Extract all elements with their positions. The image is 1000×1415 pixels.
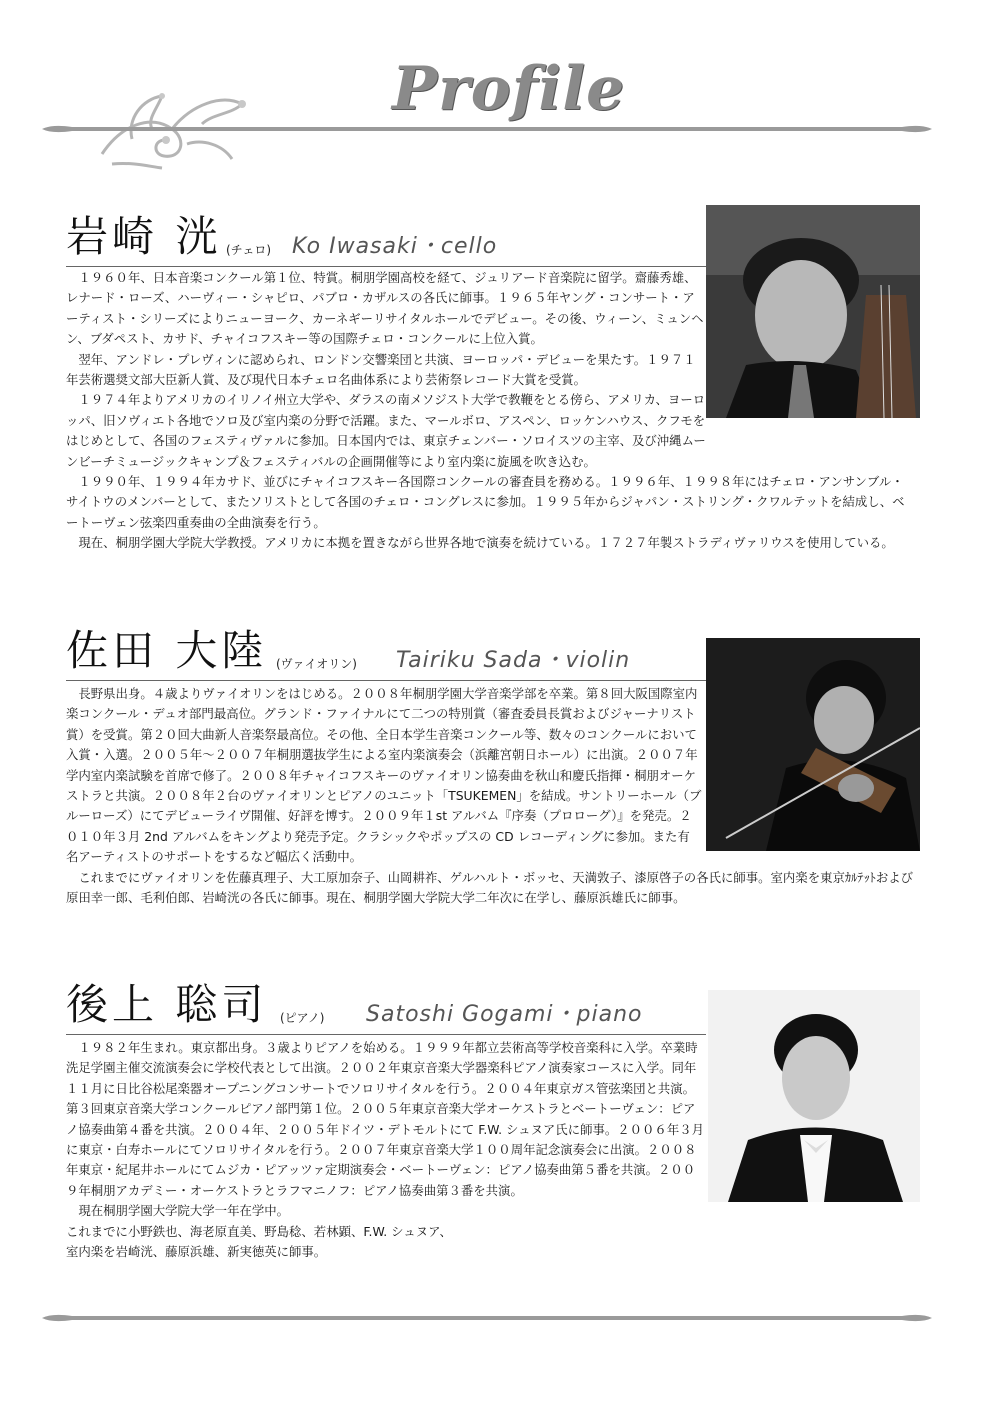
photo-tairiku-sada <box>706 638 920 851</box>
name-japanese: 岩崎 洸 <box>66 212 222 261</box>
bio-iwasaki <box>66 268 905 554</box>
name-english: Ko Iwasaki・cello <box>292 234 498 259</box>
header-divider <box>42 124 932 134</box>
photo-ko-iwasaki <box>706 205 920 418</box>
photo-satoshi-gogami <box>708 990 920 1202</box>
name-japanese: 後上 聡司 <box>66 980 268 1029</box>
portrait-violinist-icon <box>706 638 920 851</box>
bio-paragraph: 長野県出身。４歳よりヴァイオリンをはじめる。２００８年桐朋学園大学音楽学部を卒業。第８回大阪国際室内楽コンクール・デュオ部門最高位。グランド・ファイナルにて二つの特別賞（審査委員長賞およびジャーナリスト賞）を受賞。第２０回大曲新人音楽祭最高位。その他、全日本学生音楽コンクール等、数々のコンクールにおいて入賞・入選。２００５年～２００７年桐朋選抜学生による室内楽演奏会（浜離宮朝日ホール）に出演。２００７年学内室内楽試験を首席で修了。２００８年チャイコフスキーのヴァイオリン協奏曲を秋山和慶氏指揮・桐朋オーケストラと共演。２００８年２台のヴァイオリンとピアノのユニット「TSUKEMEN」を結成。サントリーホール（ブルーローズ）にてデビューライヴ開催、好評を博す。２００９年１st アルバム『序奏（プロローグ）』を発売。２０１０年３月 2nd アルバムをキングより発売予定。クラシックやポップスの CD レコーディングに参加。また有名アーティストのサポートをするなど幅広く活動中。 <box>66 686 702 865</box>
bio-paragraph: １９９０年、１９９４年カサド、並びにチャイコフスキー各国際コンクールの審査員を務める。１９９６年、１９９８年にはチェロ・アンサンブル・サイトウのメンバーとして、またソリストとして各国のチェロ・コングレスに参加。１９９５年からジャパン・ストリング・クワルテットを結成し、ベートーヴェン弦楽四重奏曲の全曲演奏を行う。 <box>66 474 905 530</box>
bio-paragraph: 現在桐朋学園大学院大学一年在学中。 <box>78 1203 290 1219</box>
name-heading <box>66 212 706 267</box>
portrait-cellist-icon <box>706 205 920 418</box>
name-japanese: 佐田 大陸 <box>66 626 268 675</box>
bio-paragraph: これまでに小野鉄也、海老原直美、野島稔、若林顕、F.W. シュヌア、 <box>66 1223 452 1239</box>
bio-paragraph: これまでにヴァイオリンを佐藤真理子、大工原加奈子、山岡耕祚、ゲルハルト・ボッセ、天満敦子、漆原啓子の各氏に師事。室内楽を東京ｶﾙﾃｯﾄおよび原田幸一郎、毛利伯郎、岩崎洸の各氏に師事。現在、桐朋学園大学院大学二年次に在学し、藤原浜雄氏に師事。 <box>66 869 914 906</box>
bio-paragraph: １９６０年、日本音楽コンクール第１位、特賞。桐朋学園高校を経て、ジュリアード音楽院に留学。齋藤秀雄、レナード・ローズ、ハーヴィー・シャピロ、パブロ・カザルスの各氏に師事。１９６５年ヤング・コンサート・アーティスト・シリーズによりニューヨーク、カーネギーリサイタルホールでデビュー。その後、ウィーン、ミュンヘン、ブダペスト、カサド、チャイコフスキー等の国際チェロ・コンクールに上位入賞。 <box>66 270 704 347</box>
footer-divider <box>42 1313 932 1323</box>
portrait-pianist-icon <box>708 990 920 1202</box>
bio-paragraph: １９８２年生まれ。東京都出身。３歳よりピアノを始める。１９９９年都立芸術高等学校音楽科に入学。卒業時洗足学園主催交流演奏会に学校代表として出演。２００２年東京音楽大学器楽科ピアノ演奏家コースに入学。同年１１月に日比谷松尾楽器オープニングコンサートでソロリサイタルを行う。２００４年東京ガス管弦楽団と共演。第３回東京音楽大学コンクールピアノ部門第１位。２００５年東京音楽大学オーケストラとベートーヴェン：ピアノ協奏曲第４番を共演。２００４年、２００５年ドイツ・デトモルトにて F.W. シュヌア氏に師事。２００６年３月に東京・白寿ホールにてソロリサイタルを行う。２００７年東京音楽大学１００周年記念演奏会に出演。２００８年東京・紀尾井ホールにてムジカ・ピアッツァ定期演奏会・ベートーヴェン：ピアノ協奏曲第５番を共演。２００９年桐朋アカデミー・オーケストラとラフマニノフ：ピアノ協奏曲第３番を共演。 <box>66 1040 704 1198</box>
page-title: Profile <box>392 54 626 124</box>
bio-sada <box>66 684 914 908</box>
name-heading <box>66 626 706 681</box>
name-english: Satoshi Gogami・piano <box>366 1002 643 1027</box>
bio-paragraph: 翌年、アンドレ・プレヴィンに認められ、ロンドン交響楽団と共演、ヨーロッパ・デビューを果たす。１９７１年芸術選奨文部大臣新人賞、及び現代日本チェロ名曲体系により芸術祭レコード大賞を受賞。 <box>66 351 696 388</box>
bio-paragraph: 室内楽を岩崎洸、藤原浜雄、新実徳英に師事。 <box>66 1244 327 1260</box>
name-english: Tairiku Sada・violin <box>396 648 631 673</box>
instrument-label: (ピアノ) <box>280 1011 325 1025</box>
bio-paragraph: 現在、桐朋学園大学院大学教授。アメリカに本拠を置きながら世界各地で演奏を続けている。１７２７年製ストラディヴァリウスを使用している。 <box>78 535 894 551</box>
bio-gogami <box>66 1038 704 1262</box>
name-heading <box>66 980 706 1035</box>
instrument-label: (ヴァイオリン) <box>276 657 357 671</box>
bio-paragraph: １９７４年よりアメリカのイリノイ州立大学や、ダラスの南メソジスト大学で教鞭をとる傍ら、アメリカ、ヨーロッパ、旧ソヴィエト各地でソロ及び室内楽の分野で活躍。また、マールボロ、アスペン、ロッケンハウス、クフモをはじめとして、各国のフェスティヴァルに参加。日本国内では、東京チェンバー・ソロイスツの主宰、及び沖縄ムーンビーチミュージックキャンプ＆フェスティバルの企画開催等により室内楽に旋風を吹き込む。 <box>66 392 706 469</box>
instrument-label: (チェロ) <box>226 243 272 257</box>
